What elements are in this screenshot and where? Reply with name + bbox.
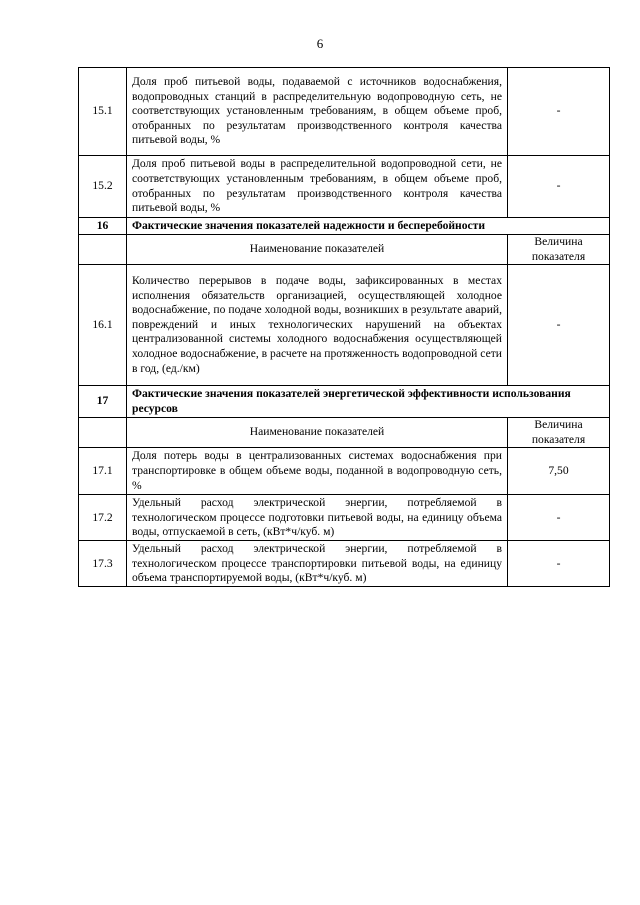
indicator-name: Удельный расход электрической энергии, потребляемой в технологическом процессе транспортировки питьевой воды, на единицу объема транспортируемой воды, (кВт*ч/куб. м) <box>127 541 508 587</box>
row-number: 15.2 <box>79 156 127 218</box>
section-title: Фактические значения показателей надежности и бесперебойности <box>127 218 610 235</box>
indicator-value: - <box>508 156 610 218</box>
indicator-value: - <box>508 68 610 156</box>
section-number: 16 <box>79 218 127 235</box>
column-header-name: Наименование показателей <box>127 418 508 448</box>
row-number-empty <box>79 235 127 265</box>
indicator-name: Количество перерывов в подаче воды, зафиксированных в местах исполнения обязательств организацией, осуществляющей холодное водоснабжение, по подаче холодной воды, возникших в результате аварий, повреждений и иных технологических нарушений на объектах централизованной системы холодного водоснабжения осуществляющей холодное водоснабжение, в расчете на протяженность водопроводной сети в год, (ед./км) <box>127 265 508 386</box>
indicator-name: Удельный расход электрической энергии, потребляемой в технологическом процессе подготовки питьевой воды, на единицу объема воды, отпускаемой в сеть, (кВт*ч/куб. м) <box>127 495 508 541</box>
row-number: 17.1 <box>79 448 127 495</box>
row-number: 15.1 <box>79 68 127 156</box>
row-number: 16.1 <box>79 265 127 386</box>
column-header-name: Наименование показателей <box>127 235 508 265</box>
table-row-17-2 <box>79 495 610 541</box>
column-header-row-17 <box>79 418 610 448</box>
section-title: Фактические значения показателей энергетической эффективности использования ресурсов <box>127 386 610 418</box>
column-header-row-16 <box>79 235 610 265</box>
table-row-16-1 <box>79 265 610 386</box>
section-number: 17 <box>79 386 127 418</box>
column-header-value: Величина показателя <box>508 418 610 448</box>
column-header-value: Величина показателя <box>508 235 610 265</box>
row-number-empty <box>79 418 127 448</box>
indicator-name: Доля потерь воды в централизованных системах водоснабжения при транспортировке в общем объеме воды, поданной в водопроводную сеть, % <box>127 448 508 495</box>
table-row-15-1 <box>79 68 610 156</box>
indicators-table <box>78 67 610 587</box>
indicator-value: - <box>508 541 610 587</box>
indicator-name: Доля проб питьевой воды в распределительной водопроводной сети, не соответствующих установленным требованиям, в общем объеме проб, отобранных по результатам производственного контроля качества питьевой воды, % <box>127 156 508 218</box>
indicator-name: Доля проб питьевой воды, подаваемой с источников водоснабжения, водопроводных станций в распределительную водопроводную сеть, не соответствующих установленным требованиям, в общем объеме проб, отобранных по результатам производственного контроля качества питьевой воды, % <box>127 68 508 156</box>
table-row-17-1 <box>79 448 610 495</box>
table-row-15-2 <box>79 156 610 218</box>
indicator-value: - <box>508 265 610 386</box>
row-number: 17.2 <box>79 495 127 541</box>
table-row-17-3 <box>79 541 610 587</box>
page-number: 6 <box>316 36 324 51</box>
indicator-value: - <box>508 495 610 541</box>
section-header-17 <box>79 386 610 418</box>
section-header-16 <box>79 218 610 235</box>
row-number: 17.3 <box>79 541 127 587</box>
indicator-value: 7,50 <box>508 448 610 495</box>
